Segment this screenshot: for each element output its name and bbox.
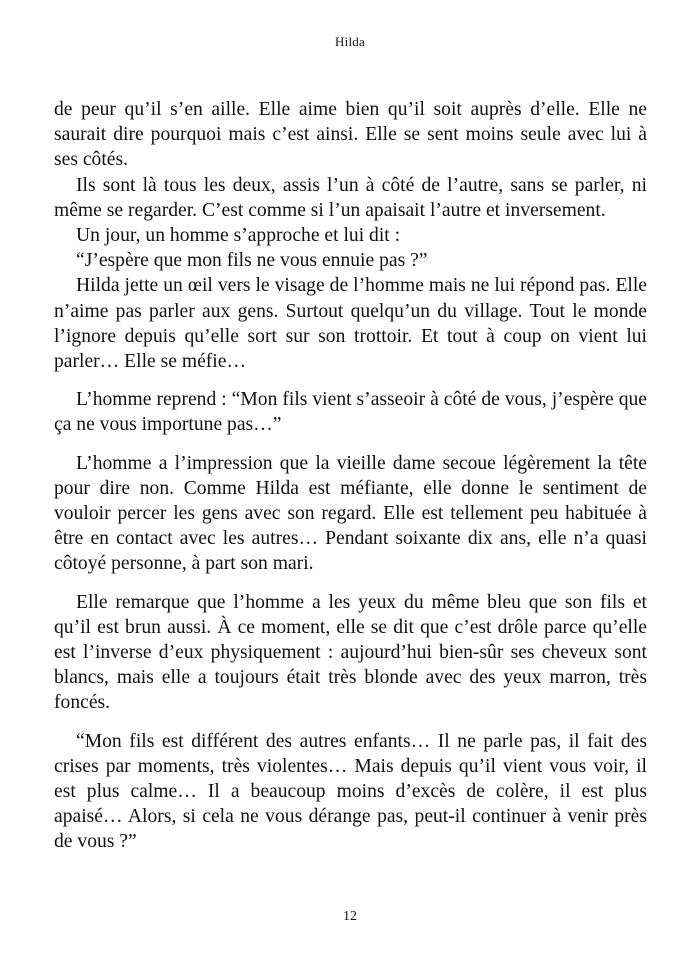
- running-header: Hilda: [335, 34, 365, 49]
- paragraph: L’homme reprend : “Mon fils vient s’asseoir à côté de vous, j’espère que ça ne vous importune pas…”: [54, 389, 647, 436]
- paragraph: de peur qu’il s’en aille. Elle aime bien qu’il soit auprès d’elle. Elle ne saurait dire pourquoi mais c’est ainsi. Elle se sent moins seule avec lui à ses côtés.: [54, 99, 647, 171]
- paragraph: “Mon fils est différent des autres enfants… Il ne parle pas, il fait des crises par moments, très violentes… Mais depuis qu’il vient vous voir, il est plus calme… Il a beaucoup moins d’excès de colère, il est plus apaisé… Alors, si cela ne vous dérange pas, peut-il continuer à venir près de vous ?”: [54, 730, 647, 853]
- paragraph: Elle remarque que l’homme a les yeux du même bleu que son fils et qu’il est brun aussi. À ce moment, elle se dit que c’est drôle parce qu’elle est l’inverse d’eux physiquement : aujourd’hui bien-sûr ses cheveux sont blancs, mais elle a toujours était très blonde avec des yeux marron, très foncés.: [54, 591, 647, 714]
- body-text: [54, 97, 647, 855]
- paragraph: “J’espère que mon fils ne vous ennuie pas ?”: [76, 250, 428, 272]
- paragraph: Ils sont là tous les deux, assis l’un à côté de l’autre, sans se parler, ni même se regarder. C’est comme si l’un apaisait l’autre et inversement.: [54, 174, 647, 221]
- page-number: 12: [343, 909, 357, 924]
- paragraph: Hilda jette un œil vers le visage de l’homme mais ne lui répond pas. Elle n’aime pas parler aux gens. Surtout quelqu’un du village. Tout le monde l’ignore depuis qu’elle sort sur son trottoir. Et tout à coup on vient lui parler… Elle se méfie…: [54, 275, 647, 373]
- paragraph: L’homme a l’impression que la vieille dame secoue légèrement la tête pour dire non. Comme Hilda est méfiante, elle donne le sentiment de vouloir percer les gens avec son regard. Elle est tellement peu habituée à être en contact avec les autres… Pendant soixante dix ans, elle n’a quasi côtoyé personne, à part son mari.: [54, 452, 647, 575]
- paragraph: Un jour, un homme s’approche et lui dit :: [76, 225, 401, 247]
